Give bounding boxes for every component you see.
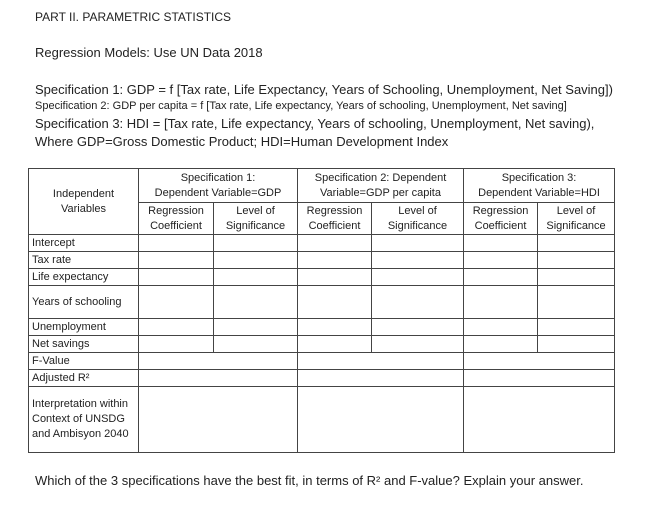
spec-3-sig-header: Level of Significance: [538, 203, 615, 235]
section-heading: PART II. PARAMETRIC STATISTICS: [35, 10, 232, 24]
row-label-adjusted-r2: Adjusted R²: [29, 370, 139, 387]
table-row: [29, 387, 615, 453]
cell[interactable]: [372, 336, 464, 353]
table-row: [29, 252, 615, 269]
spec-2-sig-header: Level of Significance: [372, 203, 464, 235]
spec-2-adjusted-r2-cell[interactable]: [298, 370, 464, 387]
spec-1-line: Specification 1: GDP = f [Tax rate, Life Expectancy, Years of Schooling, Unemployment, Net Saving]): [35, 82, 613, 97]
cell[interactable]: [372, 319, 464, 336]
cell[interactable]: [538, 319, 615, 336]
table-row: [29, 235, 615, 252]
cell[interactable]: [139, 336, 214, 353]
cell[interactable]: [214, 252, 298, 269]
cell[interactable]: [538, 235, 615, 252]
spec-3-group-header: Specification 3: Dependent Variable=HDI: [464, 169, 615, 203]
cell[interactable]: [538, 336, 615, 353]
cell[interactable]: [298, 336, 372, 353]
cell[interactable]: [464, 319, 538, 336]
cell[interactable]: [538, 252, 615, 269]
spec-2-coef-header: Regression Coefficient: [298, 203, 372, 235]
cell[interactable]: [372, 235, 464, 252]
table-row: [29, 319, 615, 336]
row-label-unemployment: Unemployment: [29, 319, 139, 336]
table-row: [29, 370, 615, 387]
cell[interactable]: [464, 286, 538, 319]
regression-table: [28, 168, 615, 453]
row-label-interpretation: Interpretation within Context of UNSDG and Ambisyon 2040: [29, 387, 139, 453]
cell[interactable]: [464, 336, 538, 353]
cell[interactable]: [372, 269, 464, 286]
cell[interactable]: [214, 286, 298, 319]
cell[interactable]: [464, 252, 538, 269]
spec-1-coef-header: Regression Coefficient: [139, 203, 214, 235]
spec-3-f-value-cell[interactable]: [464, 353, 615, 370]
spec-3-adjusted-r2-cell[interactable]: [464, 370, 615, 387]
cell[interactable]: [538, 286, 615, 319]
cell[interactable]: [298, 319, 372, 336]
table-row: [29, 286, 615, 319]
cell[interactable]: [214, 319, 298, 336]
spec-3-interpretation-cell[interactable]: [464, 387, 615, 453]
table-row: [29, 269, 615, 286]
question-text: Which of the 3 specifications have the best fit, in terms of R² and F-value? Explain your answer.: [35, 473, 584, 488]
spec-2-f-value-cell[interactable]: [298, 353, 464, 370]
spec-1-adjusted-r2-cell[interactable]: [139, 370, 298, 387]
cell[interactable]: [214, 269, 298, 286]
spec-1-interpretation-cell[interactable]: [139, 387, 298, 453]
row-label-net-savings: Net savings: [29, 336, 139, 353]
cell[interactable]: [298, 252, 372, 269]
cell[interactable]: [298, 235, 372, 252]
cell[interactable]: [464, 269, 538, 286]
cell[interactable]: [372, 286, 464, 319]
row-label-f-value: F-Value: [29, 353, 139, 370]
cell[interactable]: [139, 319, 214, 336]
cell[interactable]: [139, 286, 214, 319]
spec-2-group-header: Specification 2: Dependent Variable=GDP per capita: [298, 169, 464, 203]
cell[interactable]: [298, 269, 372, 286]
cell[interactable]: [464, 235, 538, 252]
table-row: [29, 336, 615, 353]
cell[interactable]: [214, 235, 298, 252]
cell[interactable]: [372, 252, 464, 269]
spec-1-sig-header: Level of Significance: [214, 203, 298, 235]
spec-2-interpretation-cell[interactable]: [298, 387, 464, 453]
independent-variables-header: Independent Variables: [29, 169, 139, 235]
spec-3-line: Specification 3: HDI = [Tax rate, Life expectancy, Years of schooling, Unemployment, Net saving),: [35, 116, 595, 131]
cell[interactable]: [298, 286, 372, 319]
row-label-tax-rate: Tax rate: [29, 252, 139, 269]
spec-1-group-header: Specification 1: Dependent Variable=GDP: [139, 169, 298, 203]
cell[interactable]: [139, 252, 214, 269]
cell[interactable]: [139, 235, 214, 252]
row-label-years-of-schooling: Years of schooling: [29, 286, 139, 319]
spec-1-f-value-cell[interactable]: [139, 353, 298, 370]
models-line: Regression Models: Use UN Data 2018: [35, 45, 263, 60]
abbreviations-line: Where GDP=Gross Domestic Product; HDI=Human Development Index: [35, 134, 449, 149]
cell[interactable]: [139, 269, 214, 286]
cell[interactable]: [214, 336, 298, 353]
cell[interactable]: [538, 269, 615, 286]
spec-3-coef-header: Regression Coefficient: [464, 203, 538, 235]
row-label-life-expectancy: Life expectancy: [29, 269, 139, 286]
table-row: [29, 353, 615, 370]
row-label-intercept: Intercept: [29, 235, 139, 252]
spec-2-line: Specification 2: GDP per capita = f [Tax rate, Life expectancy, Years of schooling, Unemployment, Net saving]: [35, 100, 567, 112]
